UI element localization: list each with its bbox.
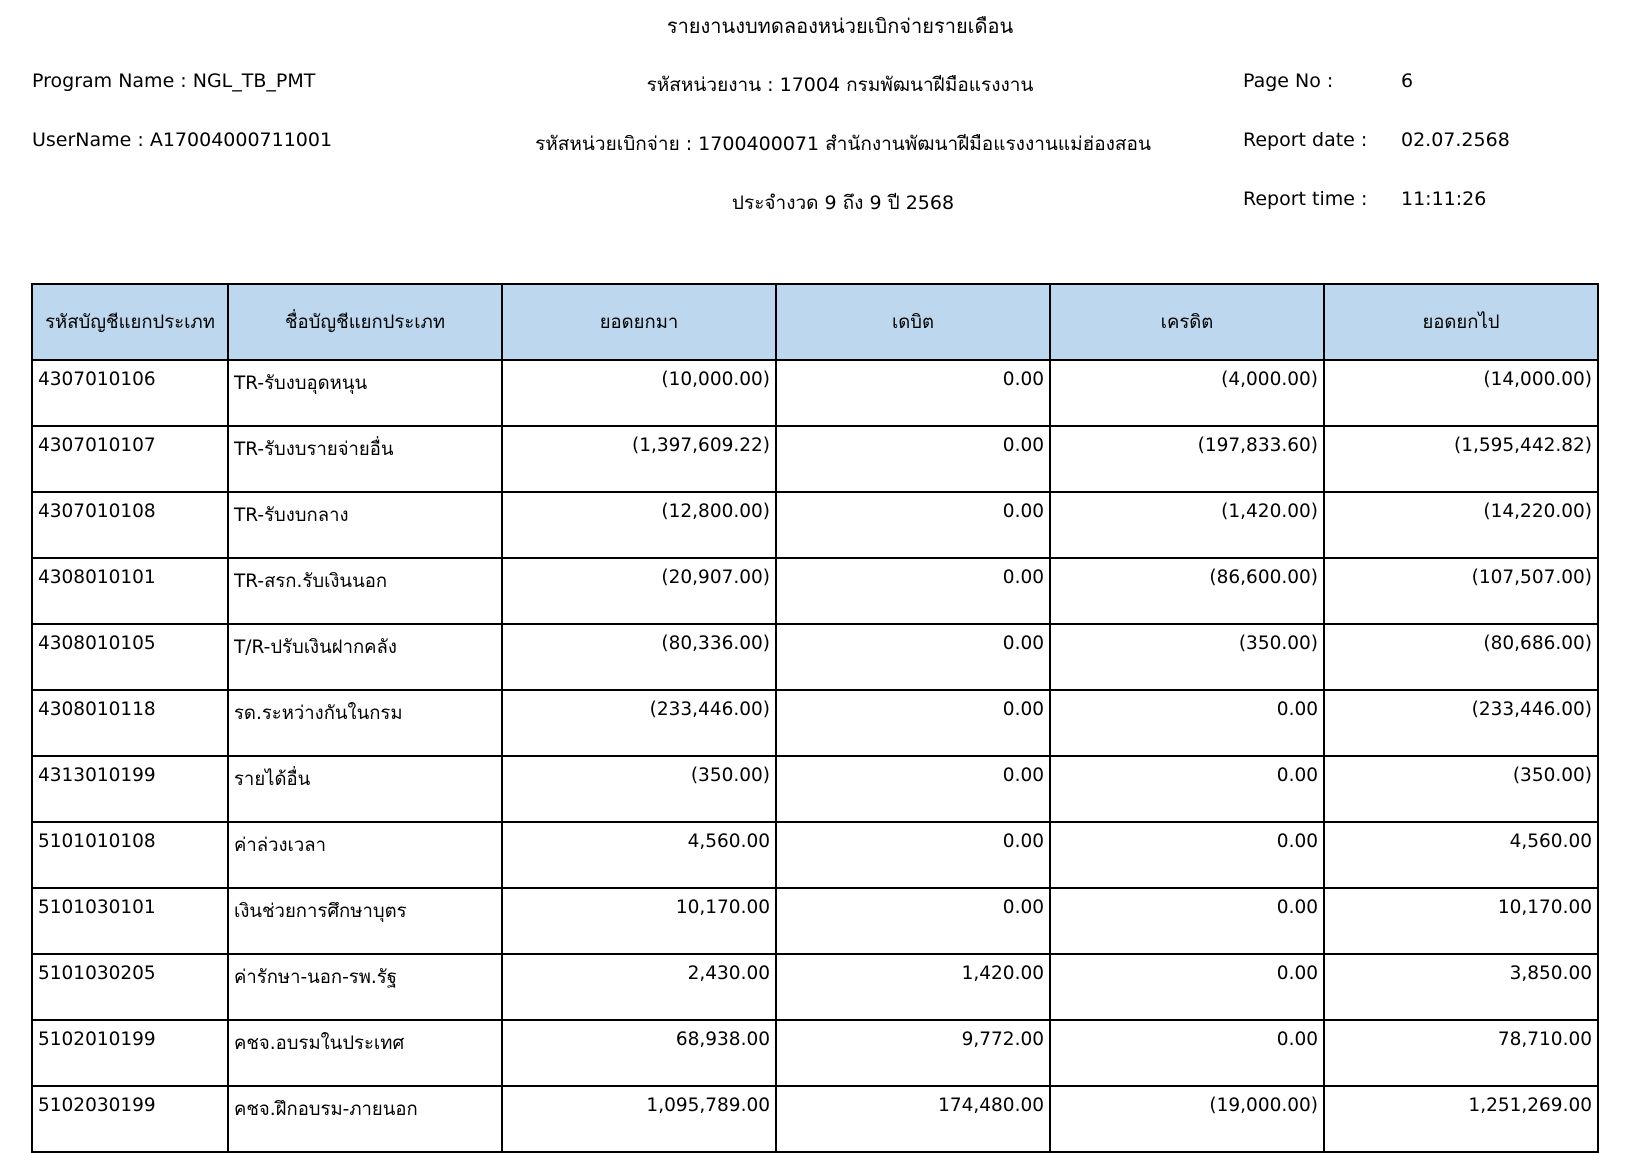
page-no-value: 6 <box>1401 70 1414 92</box>
account-code-cell: 4313010199 <box>32 756 228 822</box>
account-code-cell: 4307010108 <box>32 492 228 558</box>
table-row <box>32 954 1598 1020</box>
debit-cell: 1,420.00 <box>776 954 1050 1020</box>
opening-balance-cell: (80,336.00) <box>502 624 776 690</box>
account-code-cell: 5102030199 <box>32 1086 228 1152</box>
closing-balance-cell: (80,686.00) <box>1324 624 1598 690</box>
account-name-cell: คชจ.อบรมในประเทศ <box>228 1020 502 1086</box>
table-header-row <box>32 284 1598 360</box>
debit-cell: 9,772.00 <box>776 1020 1050 1086</box>
disbursement-unit: รหัสหน่วยเบิกจ่าย : 1700400071 สำนักงานพัฒนาฝีมือแรงงานแม่ฮ่องสอน <box>535 133 1151 155</box>
report-period: ประจำงวด 9 ถึง 9 ปี 2568 <box>731 192 955 214</box>
closing-balance-cell: (233,446.00) <box>1324 690 1598 756</box>
opening-balance-cell: 10,170.00 <box>502 888 776 954</box>
debit-cell: 0.00 <box>776 492 1050 558</box>
agency-code: รหัสหน่วยงาน : 17004 กรมพัฒนาฝีมือแรงงาน <box>646 74 1034 96</box>
table-row <box>32 558 1598 624</box>
opening-balance-cell: (1,397,609.22) <box>502 426 776 492</box>
col-header-account-code: รหัสบัญชีแยกประเภท <box>32 284 228 360</box>
table-row <box>32 426 1598 492</box>
account-code-cell: 4308010105 <box>32 624 228 690</box>
col-header-opening-balance: ยอดยกมา <box>502 284 776 360</box>
closing-balance-cell: 4,560.00 <box>1324 822 1598 888</box>
col-header-account-name: ชื่อบัญชีแยกประเภท <box>228 284 502 360</box>
debit-cell: 0.00 <box>776 756 1050 822</box>
opening-balance-cell: 4,560.00 <box>502 822 776 888</box>
debit-cell: 0.00 <box>776 426 1050 492</box>
closing-balance-cell: (14,220.00) <box>1324 492 1598 558</box>
debit-cell: 0.00 <box>776 624 1050 690</box>
credit-cell: (197,833.60) <box>1050 426 1324 492</box>
report-date-label: Report date : <box>1243 129 1368 151</box>
table-row <box>32 1086 1598 1152</box>
closing-balance-cell: (350.00) <box>1324 756 1598 822</box>
opening-balance-cell: 1,095,789.00 <box>502 1086 776 1152</box>
program-name: Program Name : NGL_TB_PMT <box>32 70 316 92</box>
debit-cell: 0.00 <box>776 690 1050 756</box>
account-code-cell: 4307010106 <box>32 360 228 426</box>
report-title: รายงานงบทดลองหน่วยเบิกจ่ายรายเดือน <box>666 14 1014 38</box>
account-name-cell: TR-รับงบรายจ่ายอื่น <box>228 426 502 492</box>
account-code-cell: 5101030205 <box>32 954 228 1020</box>
credit-cell: 0.00 <box>1050 690 1324 756</box>
debit-cell: 174,480.00 <box>776 1086 1050 1152</box>
closing-balance-cell: 3,850.00 <box>1324 954 1598 1020</box>
col-header-credit: เครดิต <box>1050 284 1324 360</box>
opening-balance-cell: (10,000.00) <box>502 360 776 426</box>
debit-cell: 0.00 <box>776 360 1050 426</box>
credit-cell: 0.00 <box>1050 822 1324 888</box>
credit-cell: (350.00) <box>1050 624 1324 690</box>
account-code-cell: 5101030101 <box>32 888 228 954</box>
account-name-cell: TR-สรก.รับเงินนอก <box>228 558 502 624</box>
credit-cell: 0.00 <box>1050 888 1324 954</box>
credit-cell: (4,000.00) <box>1050 360 1324 426</box>
table-row <box>32 360 1598 426</box>
credit-cell: 0.00 <box>1050 1020 1324 1086</box>
credit-cell: (86,600.00) <box>1050 558 1324 624</box>
credit-cell: 0.00 <box>1050 954 1324 1020</box>
account-name-cell: รายได้อื่น <box>228 756 502 822</box>
table-row <box>32 624 1598 690</box>
credit-cell: (19,000.00) <box>1050 1086 1324 1152</box>
closing-balance-cell: 1,251,269.00 <box>1324 1086 1598 1152</box>
table-row <box>32 756 1598 822</box>
credit-cell: (1,420.00) <box>1050 492 1324 558</box>
opening-balance-cell: (20,907.00) <box>502 558 776 624</box>
account-name-cell: รด.ระหว่างกันในกรม <box>228 690 502 756</box>
table-row <box>32 888 1598 954</box>
opening-balance-cell: (233,446.00) <box>502 690 776 756</box>
table-row <box>32 492 1598 558</box>
closing-balance-cell: (14,000.00) <box>1324 360 1598 426</box>
debit-cell: 0.00 <box>776 888 1050 954</box>
debit-cell: 0.00 <box>776 822 1050 888</box>
opening-balance-cell: (12,800.00) <box>502 492 776 558</box>
account-name-cell: TR-รับงบอุดหนุน <box>228 360 502 426</box>
closing-balance-cell: (107,507.00) <box>1324 558 1598 624</box>
account-name-cell: ค่าล่วงเวลา <box>228 822 502 888</box>
account-name-cell: คชจ.ฝึกอบรม-ภายนอก <box>228 1086 502 1152</box>
col-header-closing-balance: ยอดยกไป <box>1324 284 1598 360</box>
report-time-label: Report time : <box>1243 188 1368 210</box>
account-code-cell: 4308010101 <box>32 558 228 624</box>
trial-balance-table <box>31 283 1599 1153</box>
account-code-cell: 5102010199 <box>32 1020 228 1086</box>
account-name-cell: TR-รับงบกลาง <box>228 492 502 558</box>
account-name-cell: ค่ารักษา-นอก-รพ.รัฐ <box>228 954 502 1020</box>
opening-balance-cell: (350.00) <box>502 756 776 822</box>
opening-balance-cell: 68,938.00 <box>502 1020 776 1086</box>
closing-balance-cell: 10,170.00 <box>1324 888 1598 954</box>
page-no-label: Page No : <box>1243 70 1334 92</box>
account-name-cell: เงินช่วยการศึกษาบุตร <box>228 888 502 954</box>
account-code-cell: 4308010118 <box>32 690 228 756</box>
report-time-value: 11:11:26 <box>1401 188 1487 210</box>
account-code-cell: 5101010108 <box>32 822 228 888</box>
account-code-cell: 4307010107 <box>32 426 228 492</box>
table-row <box>32 822 1598 888</box>
table-row <box>32 690 1598 756</box>
table-row <box>32 1020 1598 1086</box>
debit-cell: 0.00 <box>776 558 1050 624</box>
col-header-debit: เดบิต <box>776 284 1050 360</box>
account-name-cell: T/R-ปรับเงินฝากคลัง <box>228 624 502 690</box>
report-date-value: 02.07.2568 <box>1401 129 1510 151</box>
closing-balance-cell: 78,710.00 <box>1324 1020 1598 1086</box>
credit-cell: 0.00 <box>1050 756 1324 822</box>
closing-balance-cell: (1,595,442.82) <box>1324 426 1598 492</box>
user-name: UserName : A17004000711001 <box>32 129 333 151</box>
opening-balance-cell: 2,430.00 <box>502 954 776 1020</box>
